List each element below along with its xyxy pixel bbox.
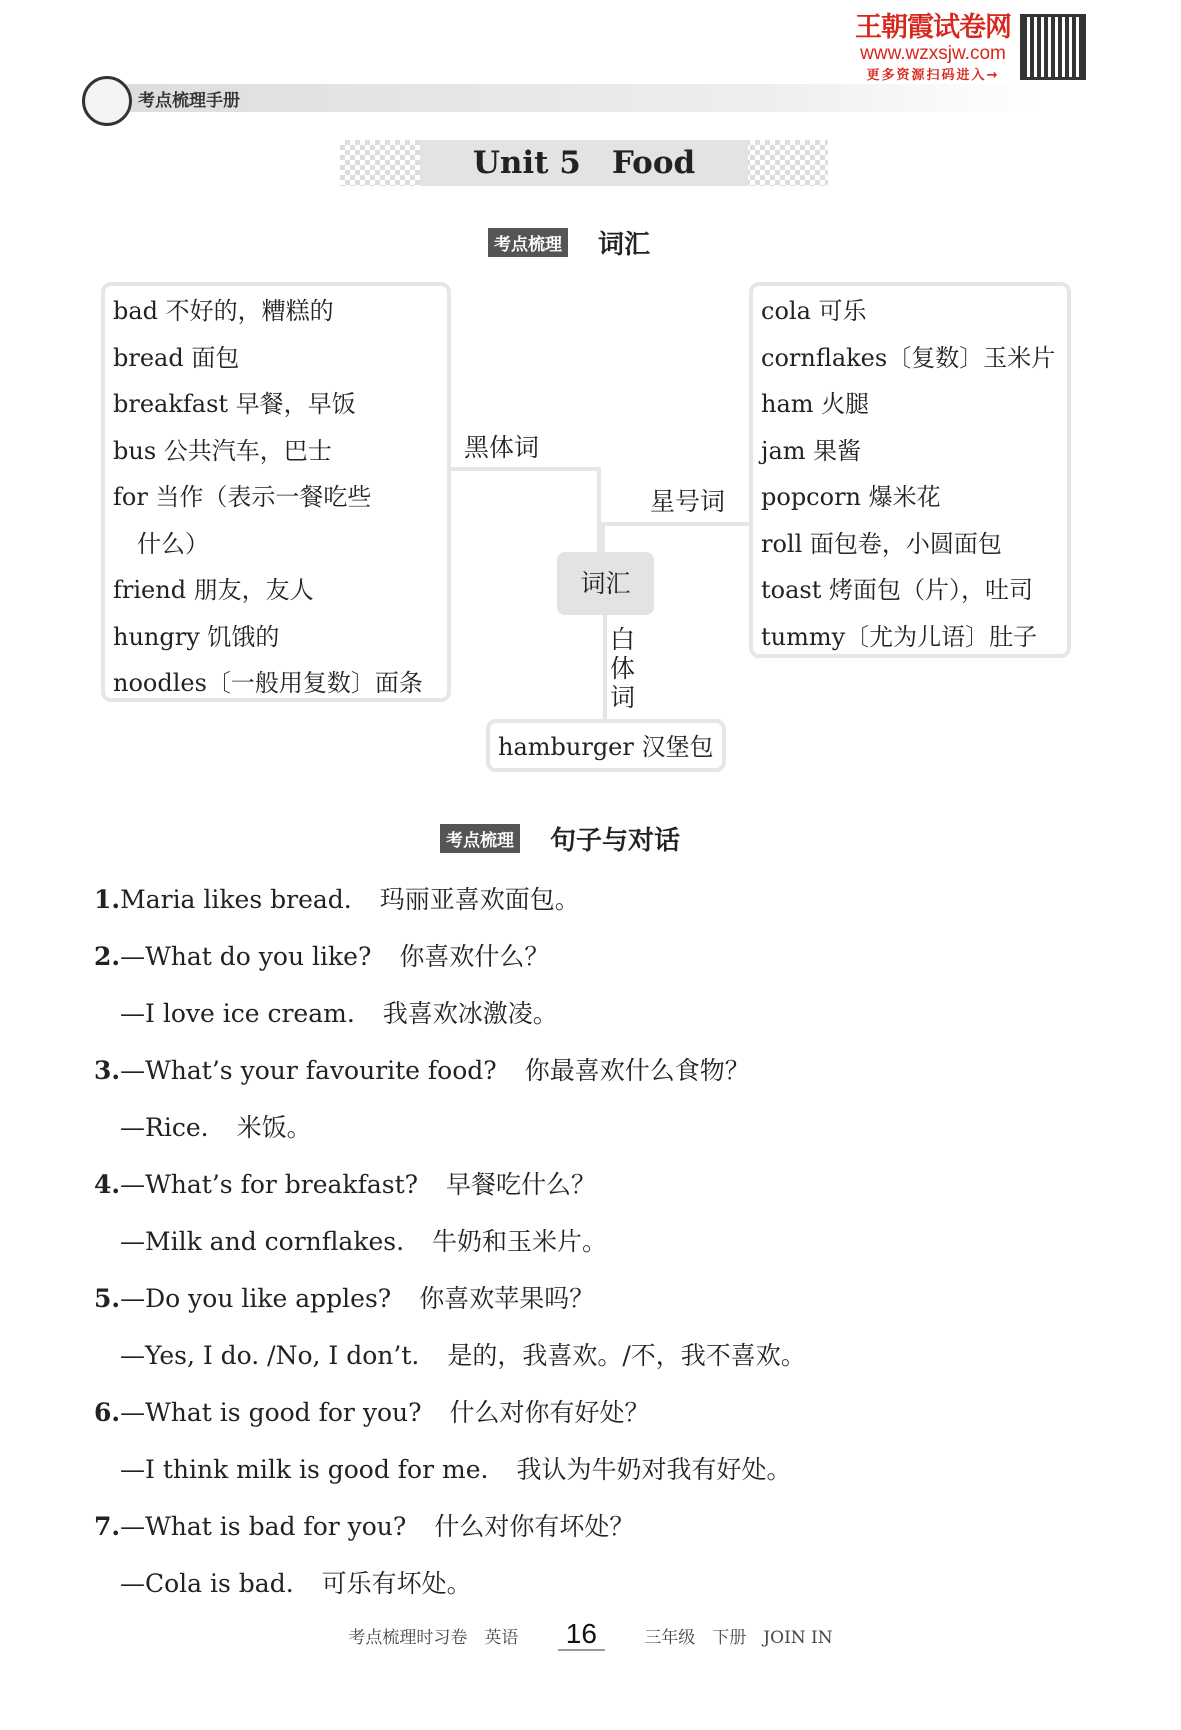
word-item: tummy〔尤为儿语〕肚子 <box>761 622 1038 651</box>
page-title: Unit 5 Food <box>420 140 748 186</box>
sentence-en: Maria likes bread. <box>120 885 352 914</box>
word-item: for 当作（表示一餐吃些 <box>113 483 372 511</box>
sentence-zh: 你喜欢苹果吗？ <box>419 1284 595 1313</box>
sentence-en: —What’s your favourite food? <box>120 1056 497 1085</box>
connector <box>601 522 749 526</box>
sentence-row <box>94 1564 472 1600</box>
word-item: ham 火腿 <box>761 390 870 418</box>
sentence-zh: 我喜欢冰激凌。 <box>382 999 558 1028</box>
mindmap-center: 词汇 <box>557 552 654 615</box>
header-band <box>100 84 1040 112</box>
bold-words-box <box>101 282 451 702</box>
plain-words-label: 白体词 <box>610 625 636 712</box>
connector <box>451 467 601 471</box>
sentence-zh: 我认为牛奶对我有好处。 <box>516 1455 792 1484</box>
word-item: breakfast 早餐，早饭 <box>113 390 356 418</box>
sentence-en: —I love ice cream. <box>120 999 355 1028</box>
sentence-en: —What is good for you? <box>120 1398 422 1427</box>
word-item: bread 面包 <box>113 343 240 372</box>
section-heading-sentences <box>440 820 680 857</box>
sentence-number: 5. <box>94 1284 121 1313</box>
sentence-zh: 可乐有坏处。 <box>321 1569 472 1598</box>
word-item: noodles〔一般用复数〕面条 <box>113 669 423 697</box>
word-item: bus 公共汽车，巴士 <box>113 436 332 465</box>
section-title: 词汇 <box>598 230 651 260</box>
sentence-row <box>94 880 580 916</box>
sentence-row <box>94 1507 634 1543</box>
sentence-number: 6. <box>94 1398 121 1427</box>
section-tag: 考点梳理 <box>440 824 520 853</box>
word-item: cola 可乐 <box>761 297 867 325</box>
word-item: hungry 饥饿的 <box>113 622 280 651</box>
sentence-row <box>94 1051 750 1087</box>
sentence-zh: 你喜欢什么？ <box>399 942 550 971</box>
sentence-zh: 你最喜欢什么食物？ <box>524 1056 750 1085</box>
brand-url[interactable]: www.wzxsjw.com <box>860 43 1006 64</box>
publisher-seal-icon <box>82 76 132 126</box>
word-item: friend 朋友，友人 <box>113 576 314 604</box>
sentence-number: 1. <box>94 885 121 914</box>
footer-left: 考点梳理时习卷 英语 <box>348 1628 519 1648</box>
word-item: toast 烤面包（片），吐司 <box>761 576 1033 604</box>
word-item: roll 面包卷，小圆面包 <box>761 529 1002 558</box>
plain-words-box <box>486 719 726 772</box>
star-words-box <box>749 282 1071 658</box>
sentence-en: —What’s for breakfast? <box>120 1170 419 1199</box>
sentence-en: —Milk and cornflakes. <box>120 1227 405 1256</box>
brand-slogan: 更多资源扫码进入→ <box>866 68 1000 83</box>
sentence-en: —Yes, I do. /No, I don’t. <box>120 1341 420 1370</box>
sentence-zh: 什么对你有坏处？ <box>434 1512 635 1541</box>
brand-logo[interactable] <box>848 12 1018 83</box>
word-item: jam 果酱 <box>761 436 862 465</box>
sentence-number: 4. <box>94 1170 121 1199</box>
brand-name: 王朝霞试卷网 <box>855 12 1011 43</box>
section-tag: 考点梳理 <box>488 228 568 257</box>
word-item: bad 不好的，糟糕的 <box>113 297 334 325</box>
sentence-en: —Do you like apples? <box>120 1284 392 1313</box>
section-title: 句子与对话 <box>550 826 681 856</box>
sentence-row <box>94 994 558 1030</box>
word-item: cornflakes〔复数〕玉米片 <box>761 343 1056 372</box>
sentence-number: 7. <box>94 1512 121 1541</box>
sentence-zh: 什么对你有好处？ <box>449 1398 650 1427</box>
sentence-en: —I think milk is good for me. <box>120 1455 489 1484</box>
word-item: 什么） <box>113 529 209 558</box>
sentence-zh: 是的，我喜欢。/不，我不喜欢。 <box>447 1341 806 1370</box>
sentence-row <box>94 1336 806 1372</box>
sentence-row <box>94 1165 596 1201</box>
bold-words-label: 黑体词 <box>464 433 540 462</box>
connector <box>603 615 607 719</box>
sentence-row <box>94 937 549 973</box>
sentence-row <box>94 1393 650 1429</box>
book-name: 考点梳理手册 <box>138 91 240 111</box>
sentence-en: —What is bad for you? <box>120 1512 407 1541</box>
sentence-row <box>94 1450 791 1486</box>
sentence-zh: 牛奶和玉米片。 <box>432 1227 608 1256</box>
star-words-label: 星号词 <box>650 487 726 516</box>
sentence-row <box>94 1222 607 1258</box>
sentence-row <box>94 1279 594 1315</box>
sentence-en: —Rice. <box>120 1113 209 1142</box>
sentence-number: 3. <box>94 1056 121 1085</box>
sentence-row <box>94 1108 312 1144</box>
footer-right: 三年级 下册 JOIN IN <box>644 1628 833 1648</box>
sentence-number: 2. <box>94 942 121 971</box>
sentence-zh: 早餐吃什么？ <box>446 1170 597 1199</box>
footer <box>0 1618 1181 1650</box>
sentence-zh: 玛丽亚喜欢面包。 <box>379 885 580 914</box>
qr-code-icon[interactable] <box>1020 14 1086 80</box>
word-item: popcorn 爆米花 <box>761 483 941 511</box>
sentence-en: —What do you like? <box>120 942 372 971</box>
section-heading-vocab <box>488 224 650 261</box>
page-number: 16 <box>558 1618 605 1651</box>
sentence-zh: 米饭。 <box>236 1113 312 1142</box>
sentence-en: —Cola is bad. <box>120 1569 294 1598</box>
word-item: hamburger 汉堡包 <box>498 733 714 761</box>
